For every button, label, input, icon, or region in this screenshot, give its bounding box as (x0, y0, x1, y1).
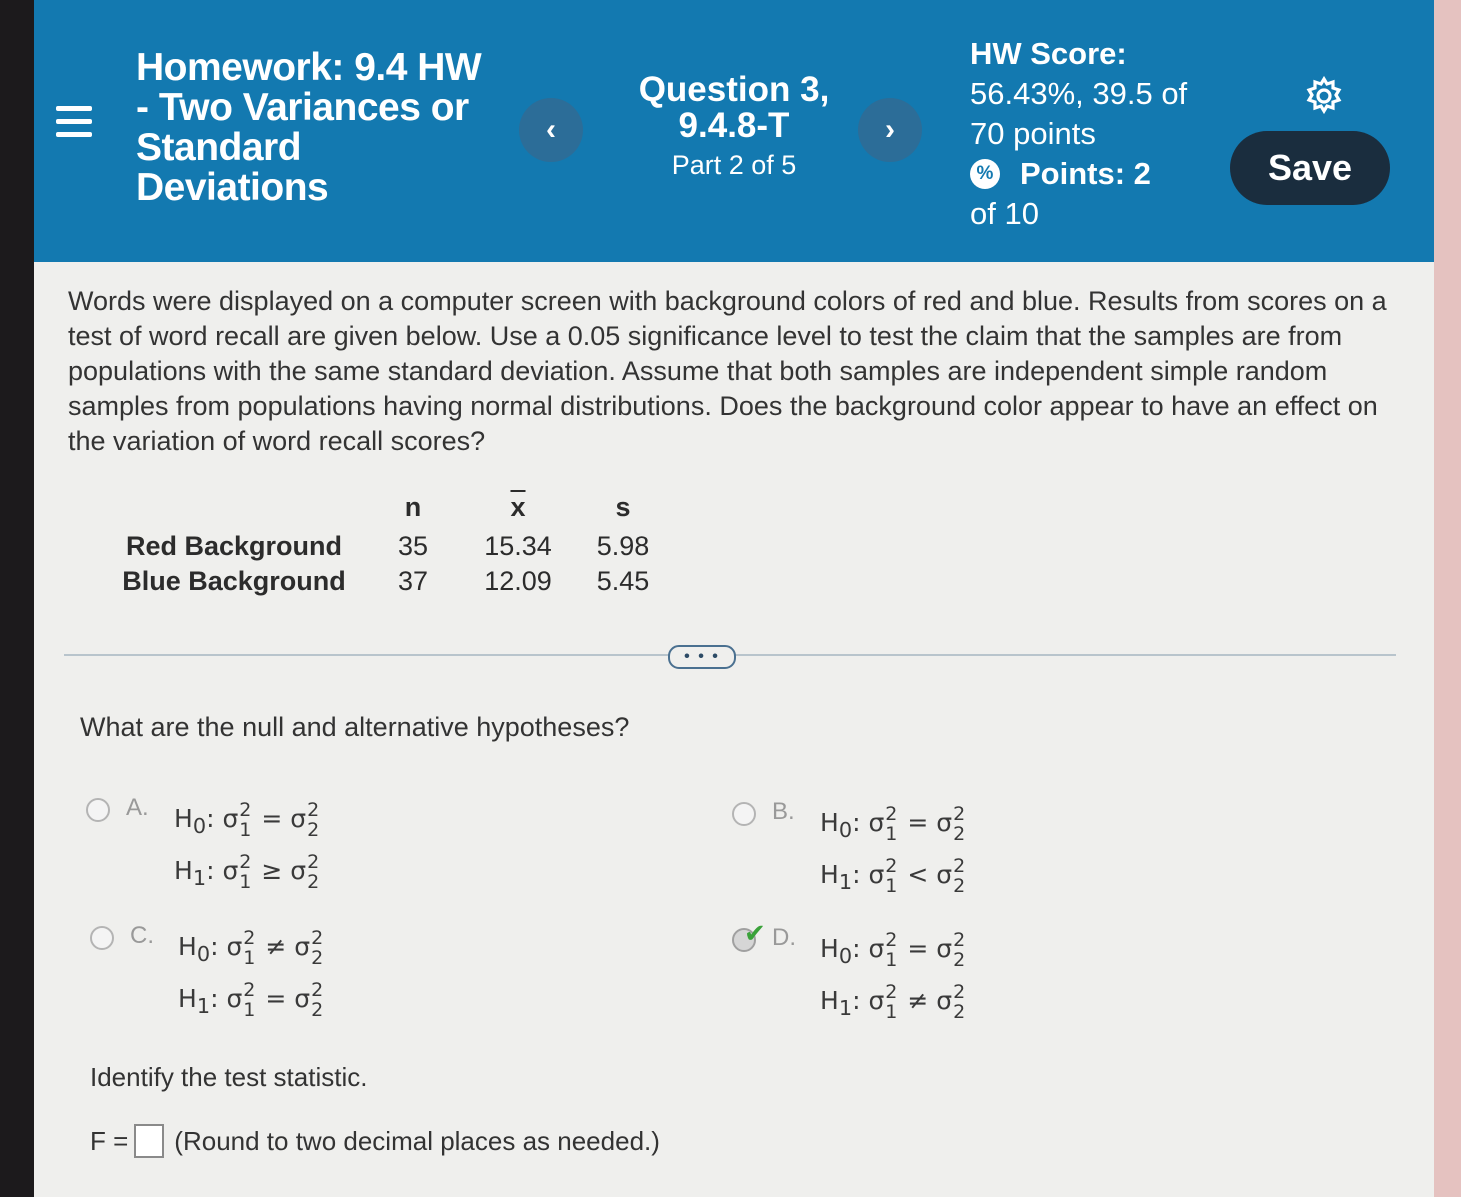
f-answer-row (90, 1124, 660, 1158)
data-table (100, 492, 668, 599)
menu-icon[interactable] (56, 106, 92, 142)
screen-bezel-left (0, 0, 34, 1197)
previous-question-button[interactable] (519, 98, 583, 162)
settings-gear-icon[interactable] (1304, 76, 1344, 116)
cell-n: 35 (397, 531, 429, 561)
h0-equation: $H_0$: σ 2 1 ≠ σ 2 2 (178, 927, 324, 969)
option-c[interactable] (90, 922, 390, 1032)
h0-equation: $H_0$: σ 2 1 = σ 2 2 (820, 803, 966, 845)
score-info (970, 34, 1210, 234)
checkmark-icon: ✔ (744, 918, 766, 948)
option-letter: C. (130, 922, 154, 949)
identify-test-statistic: Identify the test statistic. (90, 1062, 368, 1092)
hypotheses-question: What are the null and alternative hypotheses? (80, 712, 630, 742)
question-info (614, 72, 854, 181)
table-row (100, 529, 668, 564)
option-b[interactable] (732, 798, 1032, 908)
points-row (970, 154, 1210, 194)
h0-equation: $H_0$: σ 2 1 = σ 2 2 (820, 929, 966, 971)
cell-s: 5.98 (596, 531, 650, 561)
expand-more-button[interactable]: • • • (668, 645, 736, 669)
option-a[interactable] (86, 794, 386, 904)
cell-n: 37 (397, 566, 429, 596)
table-row (100, 564, 668, 599)
cell-s: 5.45 (596, 566, 650, 596)
option-letter: B. (772, 798, 795, 825)
save-button[interactable]: Save (1230, 131, 1390, 205)
cell-xbar: 12.09 (484, 566, 552, 596)
homework-title: Homework: 9.4 HW - Two Variances or Standard Deviations (136, 46, 482, 209)
f-answer-input[interactable] (134, 1124, 164, 1158)
hw-score-value: 56.43%, 39.5 of 70 points (970, 76, 1188, 151)
header-bar (34, 0, 1434, 262)
rounding-hint: (Round to two decimal places as needed.) (174, 1125, 660, 1156)
h1-equation: $H_1$: σ 2 1 = σ 2 2 (178, 979, 324, 1021)
points-label: Points: 2 (1020, 156, 1151, 191)
chevron-right-icon: › (885, 113, 895, 146)
header-s: s (615, 492, 631, 522)
question-part: Part 2 of 5 (671, 150, 797, 180)
cell-xbar: 15.34 (484, 531, 552, 561)
h1-equation: $H_1$: σ 2 1 ≥ σ 2 2 (174, 851, 320, 893)
screen-bezel-right (1431, 0, 1461, 1197)
h1-equation: $H_1$: σ 2 1 < σ 2 2 (820, 855, 966, 897)
question-title: Question 3, 9.4.8-T (638, 70, 830, 145)
partial-credit-icon: % (970, 159, 1000, 189)
option-letter: A. (126, 794, 149, 821)
question-content (34, 262, 1434, 1197)
h0-equation: $H_0$: σ 2 1 = σ 2 2 (174, 799, 320, 841)
radio-c[interactable] (90, 926, 114, 950)
row-label: Red Background (125, 531, 343, 561)
next-question-button[interactable] (858, 98, 922, 162)
header-xbar: $\overline{x}$ (510, 492, 526, 522)
problem-text: Words were displayed on a computer screen with background colors of red and blue. Results from scores on a test of word recall are given below. Use a 0.05 significance level to test the claim that the samples are from populations with the same standard deviation. Assume that both samples are independent simple random samples from populations having normal distributions. Does the background color appear to have an effect on the variation of word recall scores? (68, 286, 1387, 456)
f-label: F = (90, 1125, 129, 1156)
option-letter: D. (772, 924, 796, 951)
chevron-left-icon: ‹ (546, 113, 556, 146)
radio-a[interactable] (86, 798, 110, 822)
h1-equation: $H_1$: σ 2 1 ≠ σ 2 2 (820, 981, 966, 1023)
table-header-row (100, 492, 668, 529)
points-of: of 10 (970, 196, 1039, 231)
row-label: Blue Background (122, 566, 346, 596)
hw-score-label: HW Score: (970, 36, 1127, 71)
option-d[interactable] (732, 918, 1032, 1034)
radio-b[interactable] (732, 802, 756, 826)
header-n: n (404, 492, 422, 522)
